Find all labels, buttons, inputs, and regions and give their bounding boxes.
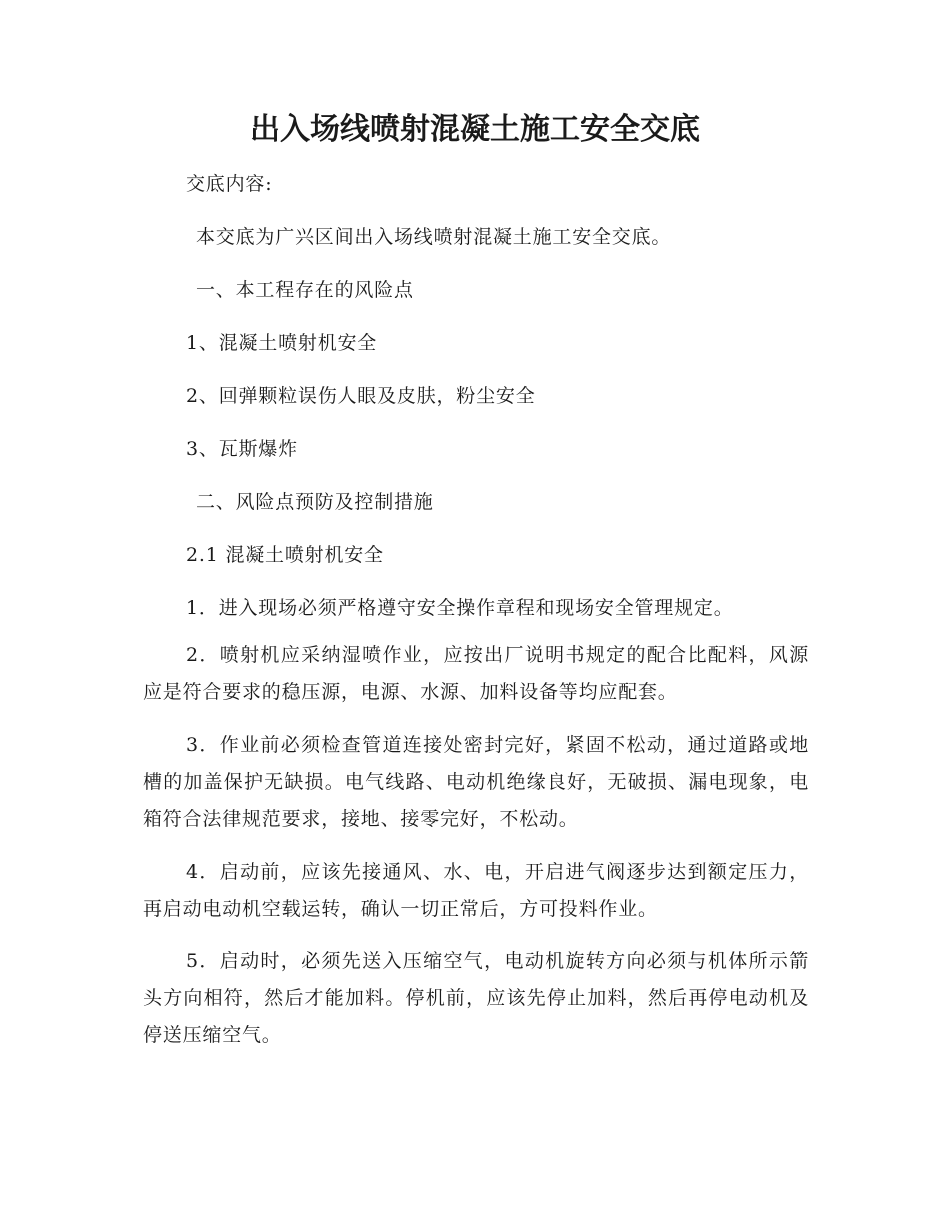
measure-item: 2．喷射机应采纳湿喷作业，应按出厂说明书规定的配合比配料，风源应是符合要求的稳压源，电源、水源、加料设备等均应配套。 (143, 644, 809, 703)
measure-item: 3．作业前必须检查管道连接处密封完好，紧固不松动，通过道路或地槽的加盖保护无缺损。电气线路、电动机绝缘良好，无破损、漏电现象，电箱符合法律规范要求，接地、接零完好，不松动。 (143, 734, 809, 830)
subsection-heading: 2.1 混凝土喷射机安全 (186, 544, 384, 566)
measure-item: 4．启动前，应该先接通风、水、电，开启进气阀逐步达到额定压力，再启动电动机空载运转，确认一切正常后，方可投料作业。 (143, 861, 809, 920)
intro-label: 交底内容: (186, 173, 273, 195)
document-title: 出入场线喷射混凝土施工安全交底 (250, 112, 700, 147)
section2-heading: 二、风险点预防及控制措施 (196, 491, 434, 513)
risk-item: 2、回弹颗粒误伤人眼及皮肤，粉尘安全 (186, 385, 536, 407)
risk-item: 1、混凝土喷射机安全 (186, 332, 378, 354)
measure-item: 5．启动时，必须先送入压缩空气，电动机旋转方向必须与机体所示箭头方向相符，然后才能加料。停机前，应该先停止加料，然后再停电动机及停送压缩空气。 (143, 950, 809, 1046)
measure-item: 1．进入现场必须严格遵守安全操作章程和现场安全管理规定。 (186, 597, 734, 619)
risk-item: 3、瓦斯爆炸 (186, 438, 298, 460)
intro-text: 本交底为广兴区间出入场线喷射混凝土施工安全交底。 (196, 226, 672, 248)
section1-heading: 一、本工程存在的风险点 (196, 279, 414, 301)
